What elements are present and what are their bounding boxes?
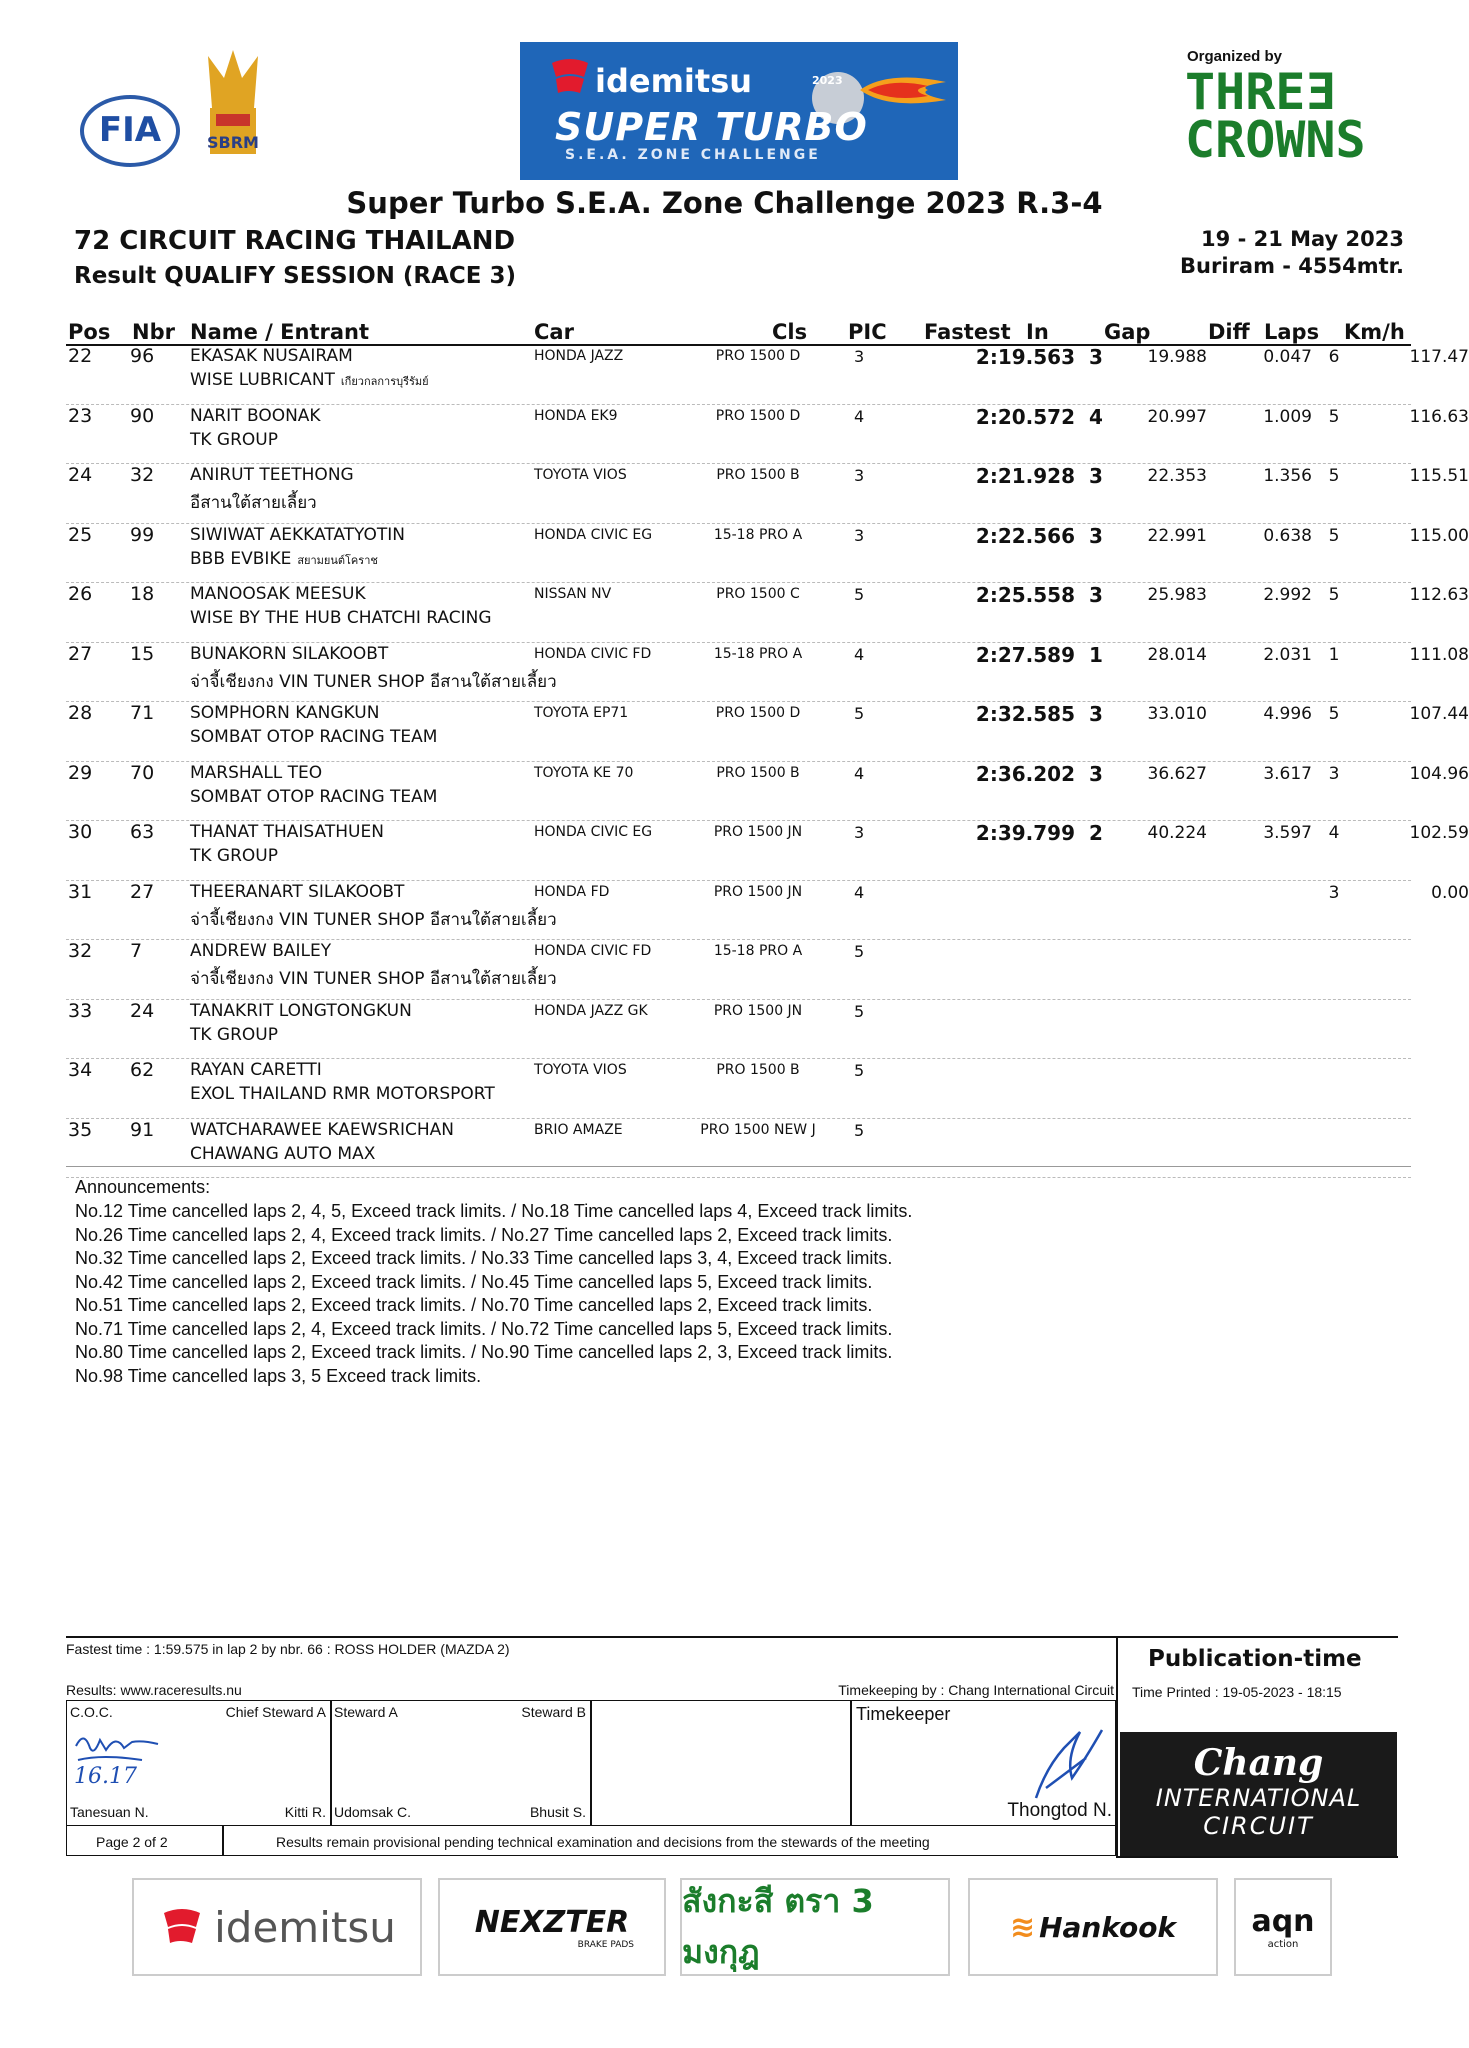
table-row (66, 761, 1469, 822)
coc-signature (72, 1726, 182, 1766)
cell-pic: 3 (854, 823, 865, 842)
cell-driver-name: MANOOSAK MEESUK (190, 584, 366, 604)
cell-entrant (190, 430, 284, 450)
flame-icon (858, 70, 948, 110)
table-row (66, 880, 1469, 941)
steward-b-name: Bhusit S. (529, 1804, 586, 1820)
cell-gap: 25.983 (1147, 585, 1207, 605)
results-url: Results: www.raceresults.nu (66, 1682, 242, 1698)
results-table-header (66, 320, 1411, 346)
sig-divider-3 (850, 1700, 852, 1826)
table-row (66, 464, 1469, 524)
event-date: 19 - 21 May 2023 (1201, 227, 1404, 251)
cell-driver-name: THANAT THAISATHUEN (190, 822, 384, 842)
cell-driver-name: SIWIWAT AEKKATATYOTIN (190, 524, 405, 545)
three-crowns-line2: CROWNS (1185, 111, 1366, 169)
cell-entrant (190, 370, 429, 390)
announcement-item: No.12 Time cancelled laps 2, 4, 5, Exceed track limits. / No.18 Time cancelled laps 4, Exceed track limits. (75, 1201, 913, 1221)
cell-fastest: 2:20.572 (975, 404, 1075, 429)
cell-laps: 5 (1328, 585, 1340, 605)
entrant-name: CHAWANG AUTO MAX (190, 1143, 376, 1164)
cell-nbr: 96 (130, 345, 155, 367)
cell-car: TOYOTA KE 70 (534, 764, 634, 781)
cell-pic: 4 (854, 763, 865, 783)
cell-class: PRO 1500 B (716, 467, 800, 483)
cell-pic: 5 (854, 585, 865, 604)
cell-pos: 32 (68, 940, 93, 962)
cell-nbr: 71 (130, 702, 155, 724)
cell-diff: 3.617 (1263, 763, 1312, 784)
time-printed: Time Printed : 19-05-2023 - 18:15 (1132, 1684, 1342, 1700)
cell-car: TOYOTA VIOS (534, 467, 627, 483)
sponsor-idemitsu (132, 1878, 422, 1976)
cell-nbr: 24 (130, 999, 155, 1022)
cell-pos: 24 (68, 464, 93, 486)
cell-driver-name: RAYAN CARETTI (190, 1060, 322, 1080)
col-name: Name / Entrant (190, 320, 370, 344)
cell-laps: 6 (1328, 347, 1340, 367)
cell-class: PRO 1500 JN (713, 883, 803, 900)
cell-nbr: 27 (130, 880, 155, 903)
col-diff: Diff (1208, 320, 1250, 344)
cell-kmh: 116.63 (1409, 406, 1469, 427)
col-car: Car (534, 320, 574, 344)
cell-pic: 5 (854, 1001, 865, 1021)
session-name: Result QUALIFY SESSION (RACE 3) (74, 263, 517, 289)
cell-entrant (190, 668, 563, 695)
sponsor-nexzter-sub: BRAKE PADS (577, 1939, 634, 1950)
cell-diff: 0.047 (1263, 347, 1312, 367)
cell-fastest: 2:19.563 (975, 345, 1075, 369)
sponsor-aqn-text: aqn (1251, 1904, 1315, 1939)
cell-entrant (190, 489, 323, 516)
sponsor-three-crowns-zinc (680, 1878, 950, 1976)
col-laps: Laps (1264, 320, 1320, 344)
cell-nbr: 7 (130, 940, 143, 962)
cell-class: PRO 1500 D (715, 348, 801, 364)
fastest-time: Fastest time : 1:59.575 in lap 2 by nbr. 66 : ROSS HOLDER (MAZDA 2) (66, 1641, 510, 1657)
cell-pic: 4 (854, 882, 865, 902)
sponsor-zinc-text: สังกะสี ตรา 3 มงกุฎ (682, 1882, 874, 1971)
cell-class: PRO 1500 B (716, 764, 800, 781)
cell-in-lap: 1 (1089, 642, 1103, 667)
sbrm-logo (198, 48, 268, 158)
col-kmh: Km/h (1344, 320, 1405, 344)
coc-handwritten-time: 16.17 (74, 1764, 137, 1789)
cell-entrant (190, 727, 443, 747)
sponsor-hankook (968, 1878, 1218, 1976)
cell-driver-name: THEERANART SILAKOOBT (190, 881, 405, 902)
cell-car: HONDA FD (534, 883, 610, 900)
cell-pos: 25 (68, 523, 93, 546)
announcements-list (75, 1200, 912, 1388)
cell-driver-name: TANAKRIT LONGTONGKUN (190, 1000, 412, 1021)
entrant-name: EXOL THAILAND RMR MOTORSPORT (190, 1084, 495, 1104)
cell-nbr: 70 (130, 761, 155, 784)
table-row (66, 583, 1469, 643)
cell-entrant (190, 846, 284, 866)
cell-pos: 30 (68, 821, 93, 843)
entrant-name: BBB EVBIKE (190, 548, 292, 569)
announcements-title: Announcements: (75, 1177, 211, 1197)
cell-driver-name: WATCHARAWEE KAEWSRICHAN (190, 1119, 455, 1140)
entrant-name: TK GROUP (190, 429, 278, 450)
chang-international: INTERNATIONAL (1155, 1784, 1362, 1812)
cell-entrant (190, 1144, 381, 1164)
cell-pic: 4 (854, 644, 865, 664)
cell-pos: 35 (68, 1118, 93, 1141)
cell-diff: 1.009 (1263, 406, 1312, 427)
entrant-extra: สยามยนต์โคราช (297, 553, 378, 567)
cell-pic: 5 (854, 1120, 865, 1140)
entrant-extra: เกียวกลการบุรีรัมย์ (340, 375, 429, 388)
cell-kmh: 0.00 (1431, 882, 1469, 903)
col-cls: Cls (772, 320, 808, 344)
table-end-divider (66, 1166, 1411, 1167)
cell-pos: 22 (68, 345, 93, 367)
banner-year: 2023 (812, 74, 843, 87)
col-pos: Pos (68, 320, 111, 344)
cell-car: HONDA CIVIC EG (534, 526, 653, 543)
sponsor-nexzter (438, 1878, 666, 1976)
cell-in-lap: 3 (1089, 523, 1103, 548)
disclaimer: Results remain provisional pending technical examination and decisions from the stewards of the meeting (276, 1834, 930, 1850)
table-row (66, 523, 1469, 584)
cell-fastest: 2:27.589 (975, 642, 1075, 667)
cell-pos: 23 (68, 404, 93, 427)
cell-gap: 20.997 (1147, 406, 1207, 427)
entrant-name: จ่าจี้เชียงกง VIN TUNER SHOP อีสานใต้สายเลี้ยว (190, 969, 557, 989)
cell-pos: 27 (68, 642, 93, 665)
cell-class: PRO 1500 C (716, 586, 800, 602)
entrant-name: จ่าจี้เชียงกง VIN TUNER SHOP อีสานใต้สายเลี้ยว (190, 671, 557, 692)
cell-in-lap: 3 (1089, 583, 1103, 607)
chief-steward-label: Chief Steward A (225, 1704, 326, 1720)
cell-gap: 40.224 (1147, 823, 1207, 843)
cell-in-lap: 4 (1089, 404, 1103, 429)
steward-a-name: Udomsak C. (334, 1804, 412, 1820)
cell-fastest: 2:36.202 (975, 761, 1075, 786)
sponsor-hankook-text: Hankook (1039, 1910, 1177, 1944)
chang-circuit: CIRCUIT (1203, 1812, 1314, 1840)
cell-laps: 3 (1328, 763, 1340, 784)
cell-car: NISSAN NV (534, 586, 612, 602)
cell-car: HONDA JAZZ (534, 348, 624, 364)
entrant-name: จ่าจี้เชียงกง VIN TUNER SHOP อีสานใต้สายเลี้ยว (190, 909, 557, 930)
page-title: Super Turbo S.E.A. Zone Challenge 2023 R.3-4 (346, 186, 1103, 220)
cell-kmh: 111.08 (1409, 644, 1469, 665)
page-divider (222, 1826, 224, 1856)
cell-car: TOYOTA EP71 (534, 705, 629, 721)
cell-car: HONDA JAZZ GK (534, 1002, 648, 1019)
cell-car: HONDA CIVIC FD (534, 943, 652, 959)
event-venue: Buriram - 4554mtr. (1180, 254, 1404, 278)
cell-fastest: 2:25.558 (975, 583, 1075, 607)
cell-pic: 3 (854, 347, 865, 366)
cell-in-lap: 3 (1089, 702, 1103, 726)
announcement-item: No.98 Time cancelled laps 3, 5 Exceed track limits. (75, 1365, 482, 1386)
cell-entrant (190, 1084, 501, 1104)
cell-class: 15-18 PRO A (713, 645, 803, 662)
cell-pic: 5 (854, 942, 865, 961)
publication-time-title: Publication-time (1116, 1636, 1398, 1668)
cell-laps: 5 (1328, 704, 1340, 724)
sig-divider-1 (330, 1700, 332, 1826)
cell-class: PRO 1500 B (716, 1062, 800, 1078)
steward-a-label: Steward A (334, 1704, 398, 1720)
sponsor-nexzter-text: NEXZTER (474, 1904, 630, 1940)
cell-driver-name: SOMPHORN KANGKUN (190, 703, 380, 723)
cell-nbr: 32 (130, 464, 155, 486)
col-fastest: Fastest (924, 320, 1011, 344)
announcement-item: No.26 Time cancelled laps 2, 4, Exceed track limits. / No.27 Time cancelled laps 2, Exceed track limits. (75, 1224, 893, 1245)
chang-circuit-logo (1120, 1732, 1397, 1856)
col-gap: Gap (1104, 320, 1151, 344)
cell-pos: 31 (68, 880, 93, 903)
cell-class: PRO 1500 JN (713, 824, 803, 840)
timekeeper-name: Thongtod N. (1007, 1800, 1112, 1821)
cell-diff: 2.992 (1263, 585, 1312, 605)
cell-driver-name: BUNAKORN SILAKOOBT (190, 643, 389, 664)
cell-diff: 4.996 (1263, 704, 1312, 724)
cell-entrant (190, 906, 563, 933)
cell-car: HONDA CIVIC FD (534, 645, 652, 662)
announcement-item: No.32 Time cancelled laps 2, Exceed track limits. / No.33 Time cancelled laps 3, 4, Exceed track limits. (75, 1248, 893, 1268)
cell-pos: 34 (68, 1059, 93, 1081)
cell-kmh: 112.63 (1409, 585, 1469, 605)
sig-divider-2 (590, 1700, 592, 1826)
coc-name: Tanesuan N. (70, 1804, 149, 1820)
cell-entrant (190, 608, 498, 628)
cell-entrant (190, 965, 563, 992)
page-number: Page 2 of 2 (96, 1834, 168, 1850)
entrant-name: TK GROUP (190, 846, 278, 866)
cell-diff: 1.356 (1263, 466, 1312, 486)
cell-pos: 26 (68, 583, 93, 605)
entrant-name: TK GROUP (190, 1024, 278, 1045)
table-row (66, 345, 1469, 405)
timekeeper-signature (1016, 1718, 1116, 1808)
cell-class: PRO 1500 D (715, 705, 801, 721)
cell-fastest: 2:39.799 (975, 821, 1075, 845)
sponsor-bar (132, 1878, 1332, 1980)
cell-class: 15-18 PRO A (713, 943, 803, 959)
cell-entrant (190, 549, 378, 569)
cell-gap: 36.627 (1147, 763, 1207, 784)
banner-title: SUPER TURBO (555, 105, 868, 149)
cell-entrant (190, 1025, 284, 1045)
cell-kmh: 117.47 (1409, 347, 1469, 367)
cell-kmh: 107.44 (1409, 704, 1469, 724)
cell-gap: 33.010 (1147, 704, 1207, 724)
cell-in-lap: 2 (1089, 821, 1103, 845)
cell-in-lap: 3 (1089, 345, 1103, 369)
cell-driver-name: EKASAK NUSAIRAM (190, 346, 353, 366)
cell-laps: 5 (1328, 525, 1340, 546)
banner-brand: idemitsu (595, 62, 753, 100)
cell-gap: 28.014 (1147, 644, 1207, 665)
table-row (66, 821, 1469, 881)
idemitsu-flag-icon (158, 1905, 206, 1949)
entrant-name: อีสานใต้สายเลี้ยว (190, 493, 317, 513)
pub-bottom-line (1116, 1856, 1398, 1858)
cell-nbr: 99 (130, 523, 155, 546)
table-row (66, 1059, 1411, 1119)
cell-kmh: 102.59 (1409, 823, 1469, 843)
chang-word: Chang (1193, 1742, 1324, 1784)
cell-laps: 5 (1328, 466, 1340, 486)
cell-kmh: 115.51 (1409, 466, 1469, 486)
table-row (66, 1000, 1411, 1060)
pub-divider (1116, 1668, 1118, 1856)
cell-fastest: 2:21.928 (975, 464, 1075, 488)
sponsor-aqn-sub: action (1267, 1939, 1299, 1950)
cell-kmh: 115.00 (1409, 525, 1469, 546)
table-row (66, 642, 1469, 703)
fia-logo: FIA (80, 95, 180, 167)
steward-b-label: Steward B (521, 1704, 586, 1720)
cell-nbr: 18 (130, 583, 155, 605)
sbrm-text: SBRM (207, 133, 259, 152)
cell-class: 15-18 PRO A (713, 526, 803, 543)
cell-diff: 2.031 (1263, 644, 1312, 665)
cell-in-lap: 3 (1089, 761, 1103, 786)
three-crowns-line1: THREƎ (1185, 63, 1336, 121)
cell-pic: 5 (854, 1061, 865, 1080)
idemitsu-flag-icon (548, 55, 592, 99)
cell-laps: 1 (1328, 644, 1340, 665)
cell-class: PRO 1500 JN (713, 1002, 803, 1019)
cell-in-lap: 3 (1089, 464, 1103, 488)
cell-nbr: 90 (130, 404, 155, 427)
cell-car: HONDA CIVIC EG (534, 824, 653, 840)
timekeeping-by: Timekeeping by : Chang International Circuit (838, 1682, 1114, 1698)
results-table-body (66, 345, 1469, 1178)
cell-nbr: 15 (130, 642, 155, 665)
cell-pos: 28 (68, 702, 93, 724)
cell-pos: 33 (68, 999, 93, 1022)
sponsor-idemitsu-text: idemitsu (214, 1902, 396, 1952)
table-row (66, 702, 1469, 762)
cell-car: TOYOTA VIOS (534, 1062, 627, 1078)
organized-by-label: Organized by (1187, 48, 1283, 65)
cell-laps: 4 (1328, 823, 1340, 843)
col-nbr: Nbr (132, 320, 175, 344)
cell-gap: 22.353 (1147, 466, 1207, 486)
timekeeper-label: Timekeeper (856, 1704, 951, 1724)
cell-driver-name: ANIRUT TEETHONG (190, 465, 354, 485)
cell-gap: 19.988 (1147, 347, 1207, 367)
cell-pic: 4 (854, 406, 865, 426)
cell-entrant (190, 787, 443, 807)
cell-kmh: 104.96 (1409, 763, 1469, 784)
chief-steward-name: Kitti R. (284, 1804, 326, 1820)
entrant-name: WISE LUBRICANT (190, 370, 335, 390)
announcement-item: No.42 Time cancelled laps 2, Exceed track limits. / No.45 Time cancelled laps 5, Exceed track limits. (75, 1271, 873, 1292)
cell-laps: 5 (1328, 406, 1340, 427)
event-name: 72 CIRCUIT RACING THAILAND (74, 226, 516, 256)
cell-driver-name: ANDREW BAILEY (190, 941, 332, 961)
three-crowns-logo (1185, 63, 1366, 169)
entrant-name: SOMBAT OTOP RACING TEAM (190, 727, 438, 747)
cell-car: BRIO AMAZE (534, 1121, 623, 1138)
cell-diff: 3.597 (1263, 823, 1312, 843)
cell-car: HONDA EK9 (534, 407, 618, 424)
col-pic: PIC (848, 320, 887, 344)
cell-pic: 3 (854, 466, 865, 485)
cell-nbr: 63 (130, 821, 155, 843)
cell-diff: 0.638 (1263, 525, 1312, 546)
hankook-flame-icon: ≋ (1009, 1909, 1036, 1945)
table-row (66, 940, 1411, 1000)
announcement-item: No.71 Time cancelled laps 2, 4, Exceed track limits. / No.72 Time cancelled laps 5, Exceed track limits. (75, 1318, 893, 1339)
cell-gap: 22.991 (1147, 525, 1207, 546)
cell-driver-name: MARSHALL TEO (190, 762, 323, 783)
table-row (66, 404, 1469, 465)
cell-pos: 29 (68, 761, 93, 784)
col-in: In (1026, 320, 1049, 344)
sponsor-aqn (1234, 1878, 1332, 1976)
coc-label: C.O.C. (70, 1704, 113, 1720)
cell-driver-name: NARIT BOONAK (190, 405, 321, 426)
cell-class: PRO 1500 NEW J (700, 1121, 816, 1138)
cell-nbr: 62 (130, 1059, 155, 1081)
cell-pic: 5 (854, 704, 865, 723)
entrant-name: SOMBAT OTOP RACING TEAM (190, 786, 438, 807)
table-row (66, 1119, 1411, 1179)
announcement-item: No.80 Time cancelled laps 2, Exceed track limits. / No.90 Time cancelled laps 2, 3, Exceed track limits. (75, 1342, 893, 1362)
cell-laps: 3 (1328, 882, 1340, 903)
cell-nbr: 91 (130, 1118, 155, 1141)
entrant-name: WISE BY THE HUB CHATCHI RACING (190, 608, 492, 628)
cell-fastest: 2:22.566 (975, 523, 1075, 548)
cell-fastest: 2:32.585 (975, 702, 1075, 726)
announcement-item: No.51 Time cancelled laps 2, Exceed track limits. / No.70 Time cancelled laps 2, Exceed track limits. (75, 1295, 873, 1315)
cell-class: PRO 1500 D (715, 407, 801, 424)
cell-pic: 3 (854, 525, 865, 545)
banner-subtitle: S.E.A. ZONE CHALLENGE (565, 147, 821, 163)
